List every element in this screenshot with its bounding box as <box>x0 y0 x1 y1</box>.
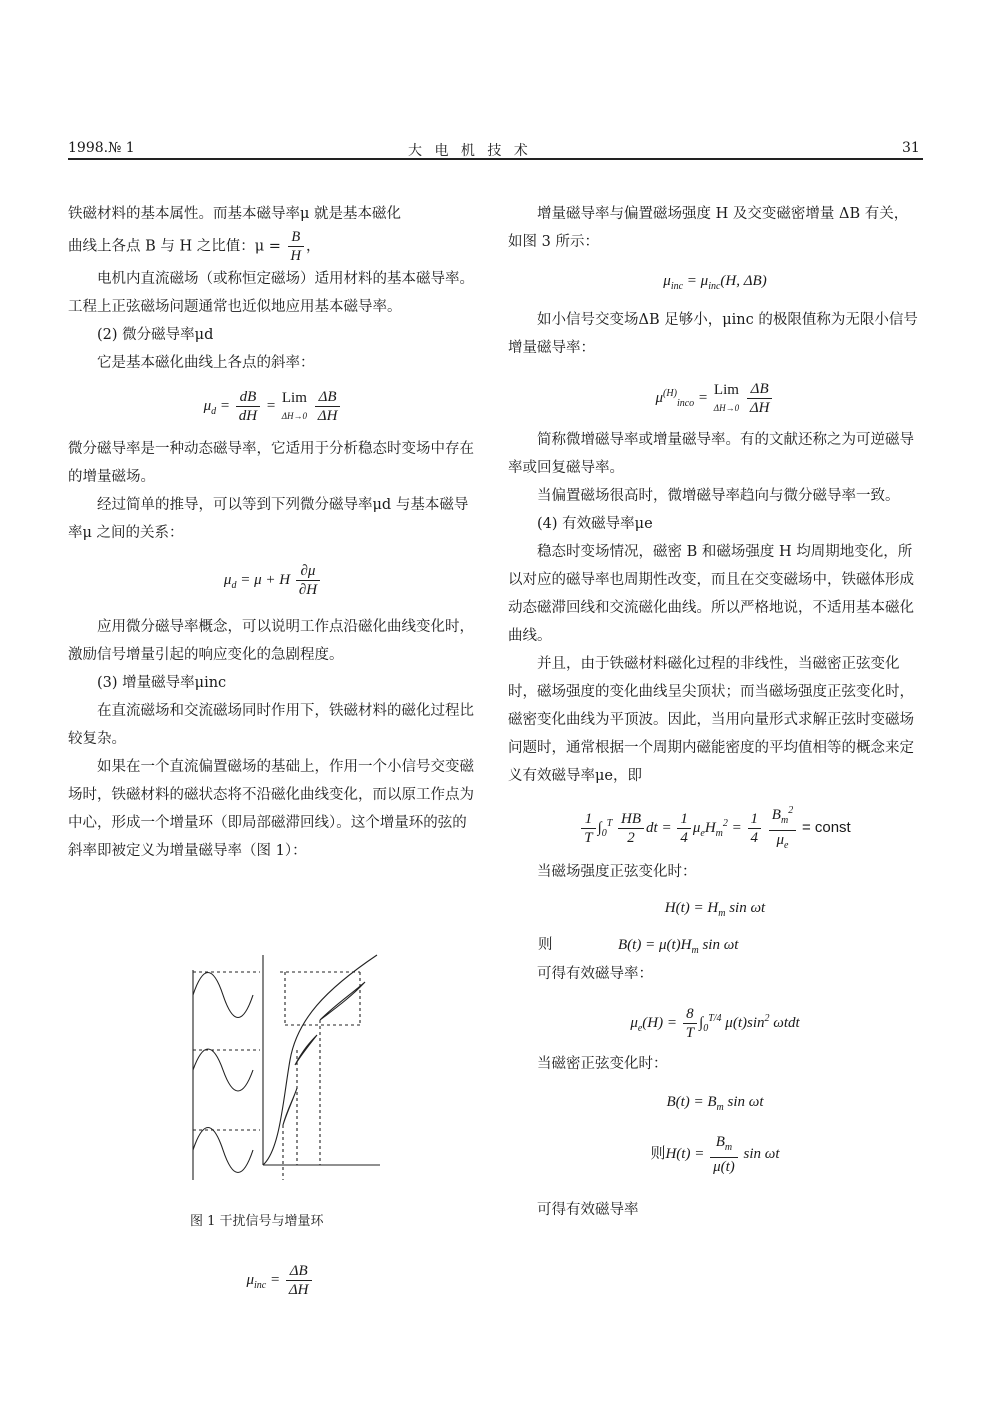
figure-1-incremental-loop-diagram <box>185 950 385 1205</box>
paragraph: 它是基本磁化曲线上各点的斜率： <box>97 355 315 371</box>
paragraph: 并且，由于铁磁材料磁化过程的非线性，当磁密正弦变化时，磁场强度的变化曲线呈尖顶状；而当磁场强度正弦变化时，磁密变化曲线为平顶波。因此，当用向量形式求解正弦时变磁场问题时，通常根据一个周期内磁能密度的平均值相等的概念来定义有效磁导率μe，即 <box>508 656 914 784</box>
paragraph: 当磁场强度正弦变化时： <box>537 864 697 880</box>
incremental-loop <box>295 1035 317 1065</box>
right-column <box>508 200 922 1224</box>
left-column <box>68 200 478 865</box>
paragraph: 铁磁材料的基本属性。而基本磁导率μ 就是基本磁化 <box>68 206 402 222</box>
paragraph: 如果在一个直流偏置磁场的基础上，作用一个小信号交变磁场时，铁磁材料的磁状态将不沿磁化曲线变化，而以原工作点为中心，形成一个增量环（即局部磁滞回线）。这个增量环的弦的斜率即被定义为增量磁导率（图 1）： <box>68 759 474 859</box>
equation-h-from-b: 则H(t) = $\frac{B_m}{\mu(t)}$ sin ωt <box>650 1134 780 1176</box>
paragraph: 当偏置磁场很高时，微增磁导率趋向与微分磁导率一致。 <box>537 488 900 504</box>
paragraph: 电机内直流磁场（或称恒定磁场）适用材料的基本磁导率。工程上正弦磁场问题通常也近似地应用基本磁导率。 <box>68 271 474 315</box>
equation-incremental-permeability: $\mu_{inc}$ = $\frac{\Delta B}{\Delta H}$ <box>180 1255 380 1305</box>
paragraph: 可得有效磁导率 <box>537 1202 639 1218</box>
paragraph: 应用微分磁导率概念，可以说明工作点沿磁化曲线变化时，激励信号增量引起的响应变化的急剧程度。 <box>68 619 474 663</box>
equation-b-sine: $B(t) = B_m$ sin ωt <box>666 1094 764 1113</box>
equation-effective-permeability-h: $\mu_e(H)$ = $\frac{8}{T}$ $\int_0^{T/4}$ $\mu(t)\sin^2$ ωtdt <box>630 1006 800 1042</box>
equation-b-of-t: 则 $B(t) = \mu(t)H_m$ sin ωt <box>538 937 739 956</box>
header-journal-title: 大 电 机 技 术 <box>408 143 532 159</box>
header-journal-issue: 1998.№ 1 <box>68 140 135 156</box>
sine-wave <box>193 1128 253 1173</box>
equation-energy-density: $\frac{1}{T}$ $\int_0^T$ $\frac{HB}{2}$ dt = $\frac{1}{4}$ $\mu_eH_m^2$ = $\frac{1}{4}$ $\frac{B_m^2}{\mu_e}$ = const <box>508 790 922 858</box>
sine-wave <box>193 1049 253 1091</box>
paragraph: 稳态时变场情况，磁密 B 和磁场强度 H 均周期地变化，所以对应的磁导率也周期性改变，而且在交变磁场中，铁磁体形成动态磁滞回线和交流磁化曲线。所以严格地说，不适用基本磁化曲线。 <box>508 544 914 644</box>
paragraph: 如小信号交变场ΔB 足够小，μinc 的极限值称为无限小信号增量磁导率： <box>508 312 918 356</box>
paragraph: 经过简单的推导，可以等到下列微分磁导率μd 与基本磁导率μ 之间的关系： <box>68 497 469 541</box>
paragraph: 微分磁导率是一种动态磁导率，它适用于分析稳态时变场中存在的增量磁场。 <box>68 441 474 485</box>
equation-h-sine: $H(t) = H_m$ sin ωt <box>664 900 766 919</box>
incremental-loop <box>320 982 365 1020</box>
sine-wave <box>193 973 253 1018</box>
figure-1-caption: 图 1 干扰信号与增量环 <box>190 1214 324 1229</box>
section-heading: (3) 增量磁导率μinc <box>97 675 227 691</box>
equation-infinitesimal-incremental-permeability: $\mu^{(H)}_{inco}$ = Lim ΔH→0 $\frac{\Delta B}{\Delta H}$ <box>508 362 922 426</box>
paragraph: 简称微增磁导率或增量磁导率。有的文献还称之为可逆磁导率或回复磁导率。 <box>508 432 914 476</box>
paragraph: 曲线上各点 B 与 H 之比值：μ = $\frac{B}{H}$ ， <box>68 229 321 264</box>
paragraph: 可得有效磁导率： <box>537 966 653 982</box>
section-heading: (4) 有效磁导率μe <box>537 516 653 532</box>
equation-differential-permeability: $\mu_d$ = $\frac{dB}{dH}$ = Lim ΔH→0 $\frac{\Delta B}{\Delta H}$ <box>68 377 478 435</box>
header-rule <box>68 158 923 160</box>
equation-mu-d-relation: $\mu_d = \mu + H$ $\frac{\partial\mu}{\partial H}$ <box>68 547 478 613</box>
header-page-number: 31 <box>902 140 920 156</box>
paragraph: 在直流磁场和交流磁场同时作用下，铁磁材料的磁化过程比较复杂。 <box>68 703 474 747</box>
equation-mu-inc-function: $\mu_{inc} = \mu_{inc}(H$, ΔB) <box>663 273 767 292</box>
paragraph: 增量磁导率与偏置磁场强度 H 及交变磁密增量 ΔB 有关，如图 3 所示： <box>508 206 909 250</box>
section-heading: (2) 微分磁导率μd <box>97 327 214 343</box>
paragraph: 当磁密正弦变化时： <box>537 1056 668 1072</box>
